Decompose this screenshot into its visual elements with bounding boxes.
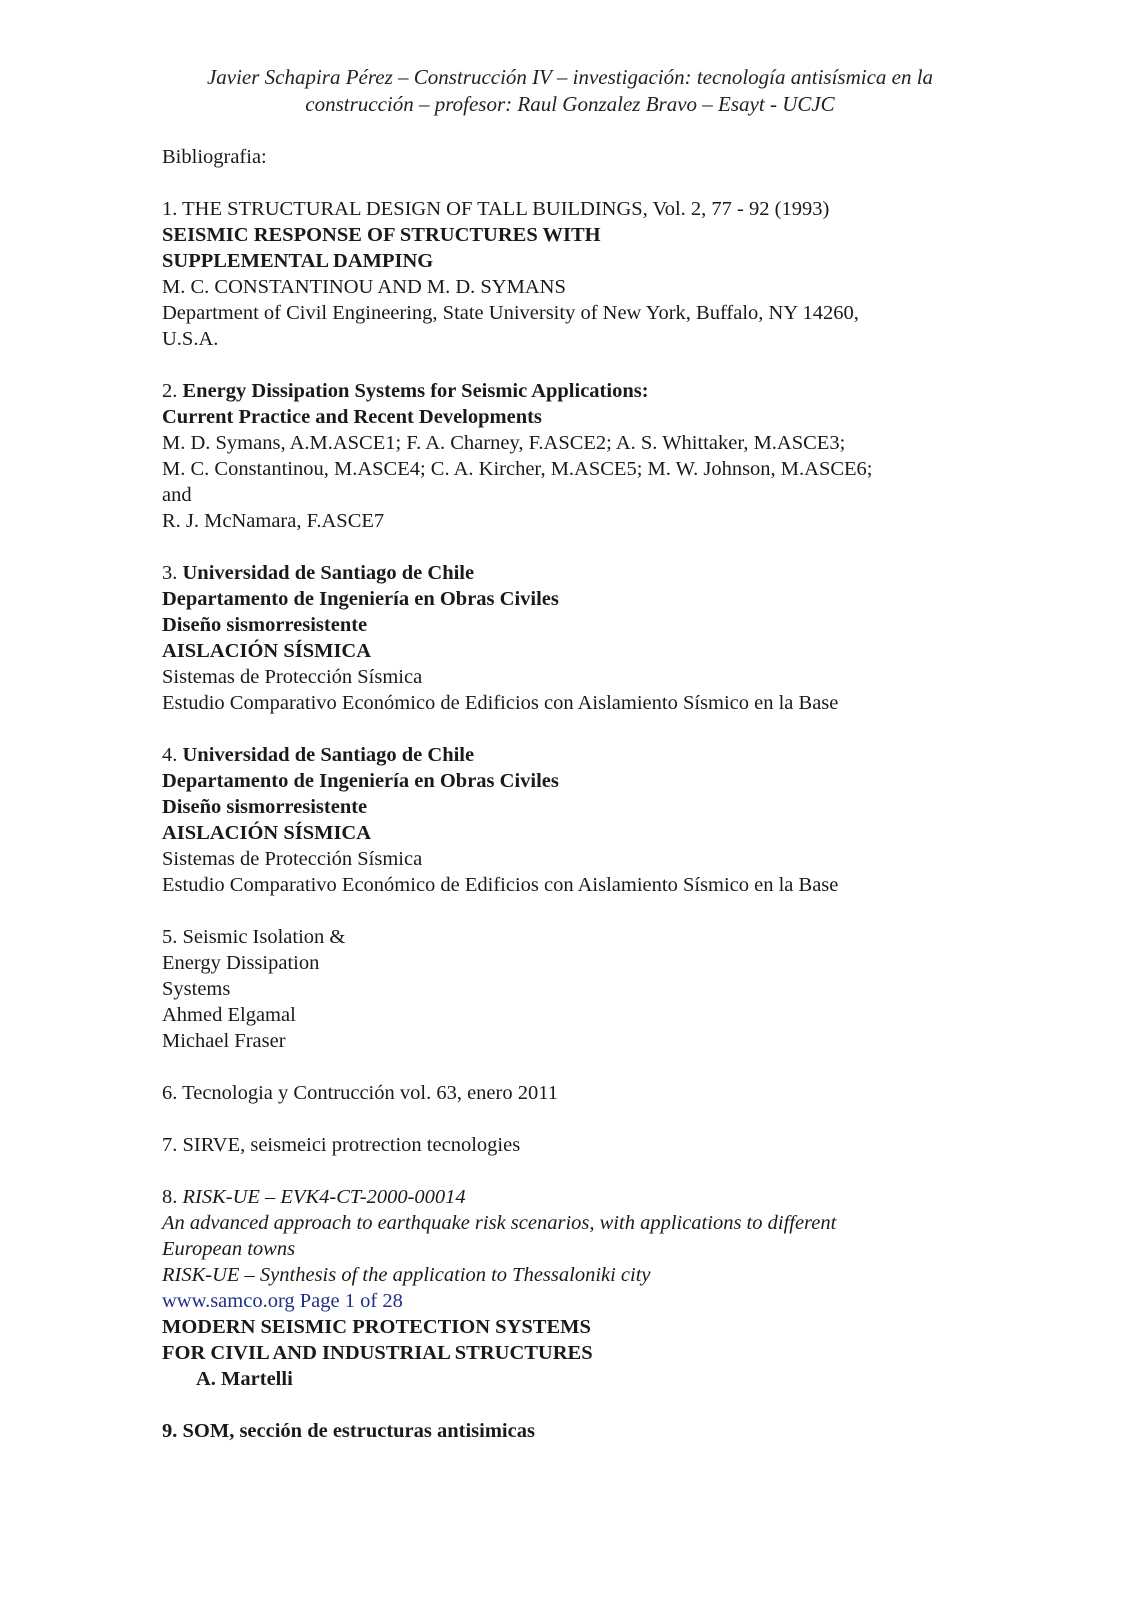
ref-8-code: RISK-UE – EVK4-CT-2000-00014 xyxy=(182,1186,466,1208)
ref-3-department: Departamento de Ingeniería en Obras Civiles xyxy=(162,588,559,610)
ref-2-authors-line-1: M. D. Symans, A.M.ASCE1; F. A. Charney, F.ASCE2; A. S. Whittaker, M.ASCE3; xyxy=(162,432,846,454)
ref-4-university-line xyxy=(162,742,982,768)
page-header xyxy=(150,64,990,118)
reference-1 xyxy=(162,196,982,352)
ref-5-author-2: Michael Fraser xyxy=(162,1030,286,1052)
reference-8 xyxy=(162,1184,982,1392)
ref-3-subtitle-1: Sistemas de Protección Sísmica xyxy=(162,666,423,688)
ref-5-line-2: Energy Dissipation xyxy=(162,952,320,974)
ref-5-author-1: Ahmed Elgamal xyxy=(162,1004,296,1026)
ref-2-title-line-1 xyxy=(162,378,982,404)
ref-1-department-line-1: Department of Civil Engineering, State University of New York, Buffalo, NY 14260, xyxy=(162,302,859,324)
reference-6: 6. Tecnologia y Contrucción vol. 63, enero 2011 xyxy=(162,1082,558,1104)
ref-8-code-line xyxy=(162,1184,982,1210)
ref-4-number: 4. xyxy=(162,744,183,766)
ref-8-title-line-2: FOR CIVIL AND INDUSTRIAL STRUCTURES xyxy=(162,1342,593,1364)
ref-3-number: 3. xyxy=(162,562,183,584)
ref-8-title-line-1: MODERN SEISMIC PROTECTION SYSTEMS xyxy=(162,1316,591,1338)
ref-8-number: 8. xyxy=(162,1186,183,1208)
ref-4-topic: AISLACIÓN SÍSMICA xyxy=(162,822,372,844)
ref-2-title-line-2: Current Practice and Recent Developments xyxy=(162,406,542,428)
reference-2 xyxy=(162,378,982,534)
ref-3-subtitle-2: Estudio Comparativo Económico de Edificios con Aislamiento Sísmico en la Base xyxy=(162,692,839,714)
ref-2-authors-line-2: M. C. Constantinou, M.ASCE4; C. A. Kircher, M.ASCE5; M. W. Johnson, M.ASCE6; xyxy=(162,458,873,480)
ref-8-link[interactable]: www.samco.org Page 1 of 28 xyxy=(162,1290,403,1312)
ref-1-source: 1. THE STRUCTURAL DESIGN OF TALL BUILDINGS, Vol. 2, 77 - 92 (1993) xyxy=(162,198,830,220)
ref-8-author: A. Martelli xyxy=(196,1368,293,1390)
ref-1-authors: M. C. CONSTANTINOU AND M. D. SYMANS xyxy=(162,276,566,298)
ref-8-description-1: An advanced approach to earthquake risk scenarios, with applications to different xyxy=(162,1212,837,1234)
ref-2-title-1: Energy Dissipation Systems for Seismic Applications: xyxy=(182,380,649,402)
ref-4-university: Universidad de Santiago de Chile xyxy=(182,744,475,766)
ref-3-university: Universidad de Santiago de Chile xyxy=(182,562,475,584)
reference-9: 9. SOM, sección de estructuras antisimicas xyxy=(162,1420,535,1442)
ref-8-description-2: European towns xyxy=(162,1238,296,1260)
ref-3-topic: AISLACIÓN SÍSMICA xyxy=(162,640,372,662)
ref-2-authors-line-4: R. J. McNamara, F.ASCE7 xyxy=(162,510,385,532)
ref-4-course: Diseño sismorresistente xyxy=(162,796,368,818)
bibliography xyxy=(162,144,982,1444)
ref-2-authors-line-3: and xyxy=(162,484,192,506)
ref-8-description-3: RISK-UE – Synthesis of the application to Thessaloniki city xyxy=(162,1264,651,1286)
ref-2-number: 2. xyxy=(162,380,183,402)
ref-3-course: Diseño sismorresistente xyxy=(162,614,368,636)
reference-7: 7. SIRVE, seismeici protrection tecnologies xyxy=(162,1134,521,1156)
bibliography-title: Bibliografia: xyxy=(162,146,267,168)
header-line-2: construcción – profesor: Raul Gonzalez Bravo – Esayt - UCJC xyxy=(305,92,835,116)
ref-5-line-3: Systems xyxy=(162,978,231,1000)
reference-5 xyxy=(162,924,982,1054)
reference-4 xyxy=(162,742,982,898)
ref-4-subtitle-1: Sistemas de Protección Sísmica xyxy=(162,848,423,870)
ref-5-line-1: 5. Seismic Isolation & xyxy=(162,926,346,948)
ref-1-title-line-2: SUPPLEMENTAL DAMPING xyxy=(162,250,434,272)
ref-3-university-line xyxy=(162,560,982,586)
ref-4-department: Departamento de Ingeniería en Obras Civiles xyxy=(162,770,559,792)
reference-3 xyxy=(162,560,982,716)
ref-1-title-line-1: SEISMIC RESPONSE OF STRUCTURES WITH xyxy=(162,224,601,246)
header-line-1: Javier Schapira Pérez – Construcción IV – investigación: tecnología antisísmica en la xyxy=(206,65,934,89)
ref-1-department-line-2: U.S.A. xyxy=(162,328,219,350)
ref-4-subtitle-2: Estudio Comparativo Económico de Edificios con Aislamiento Sísmico en la Base xyxy=(162,874,839,896)
